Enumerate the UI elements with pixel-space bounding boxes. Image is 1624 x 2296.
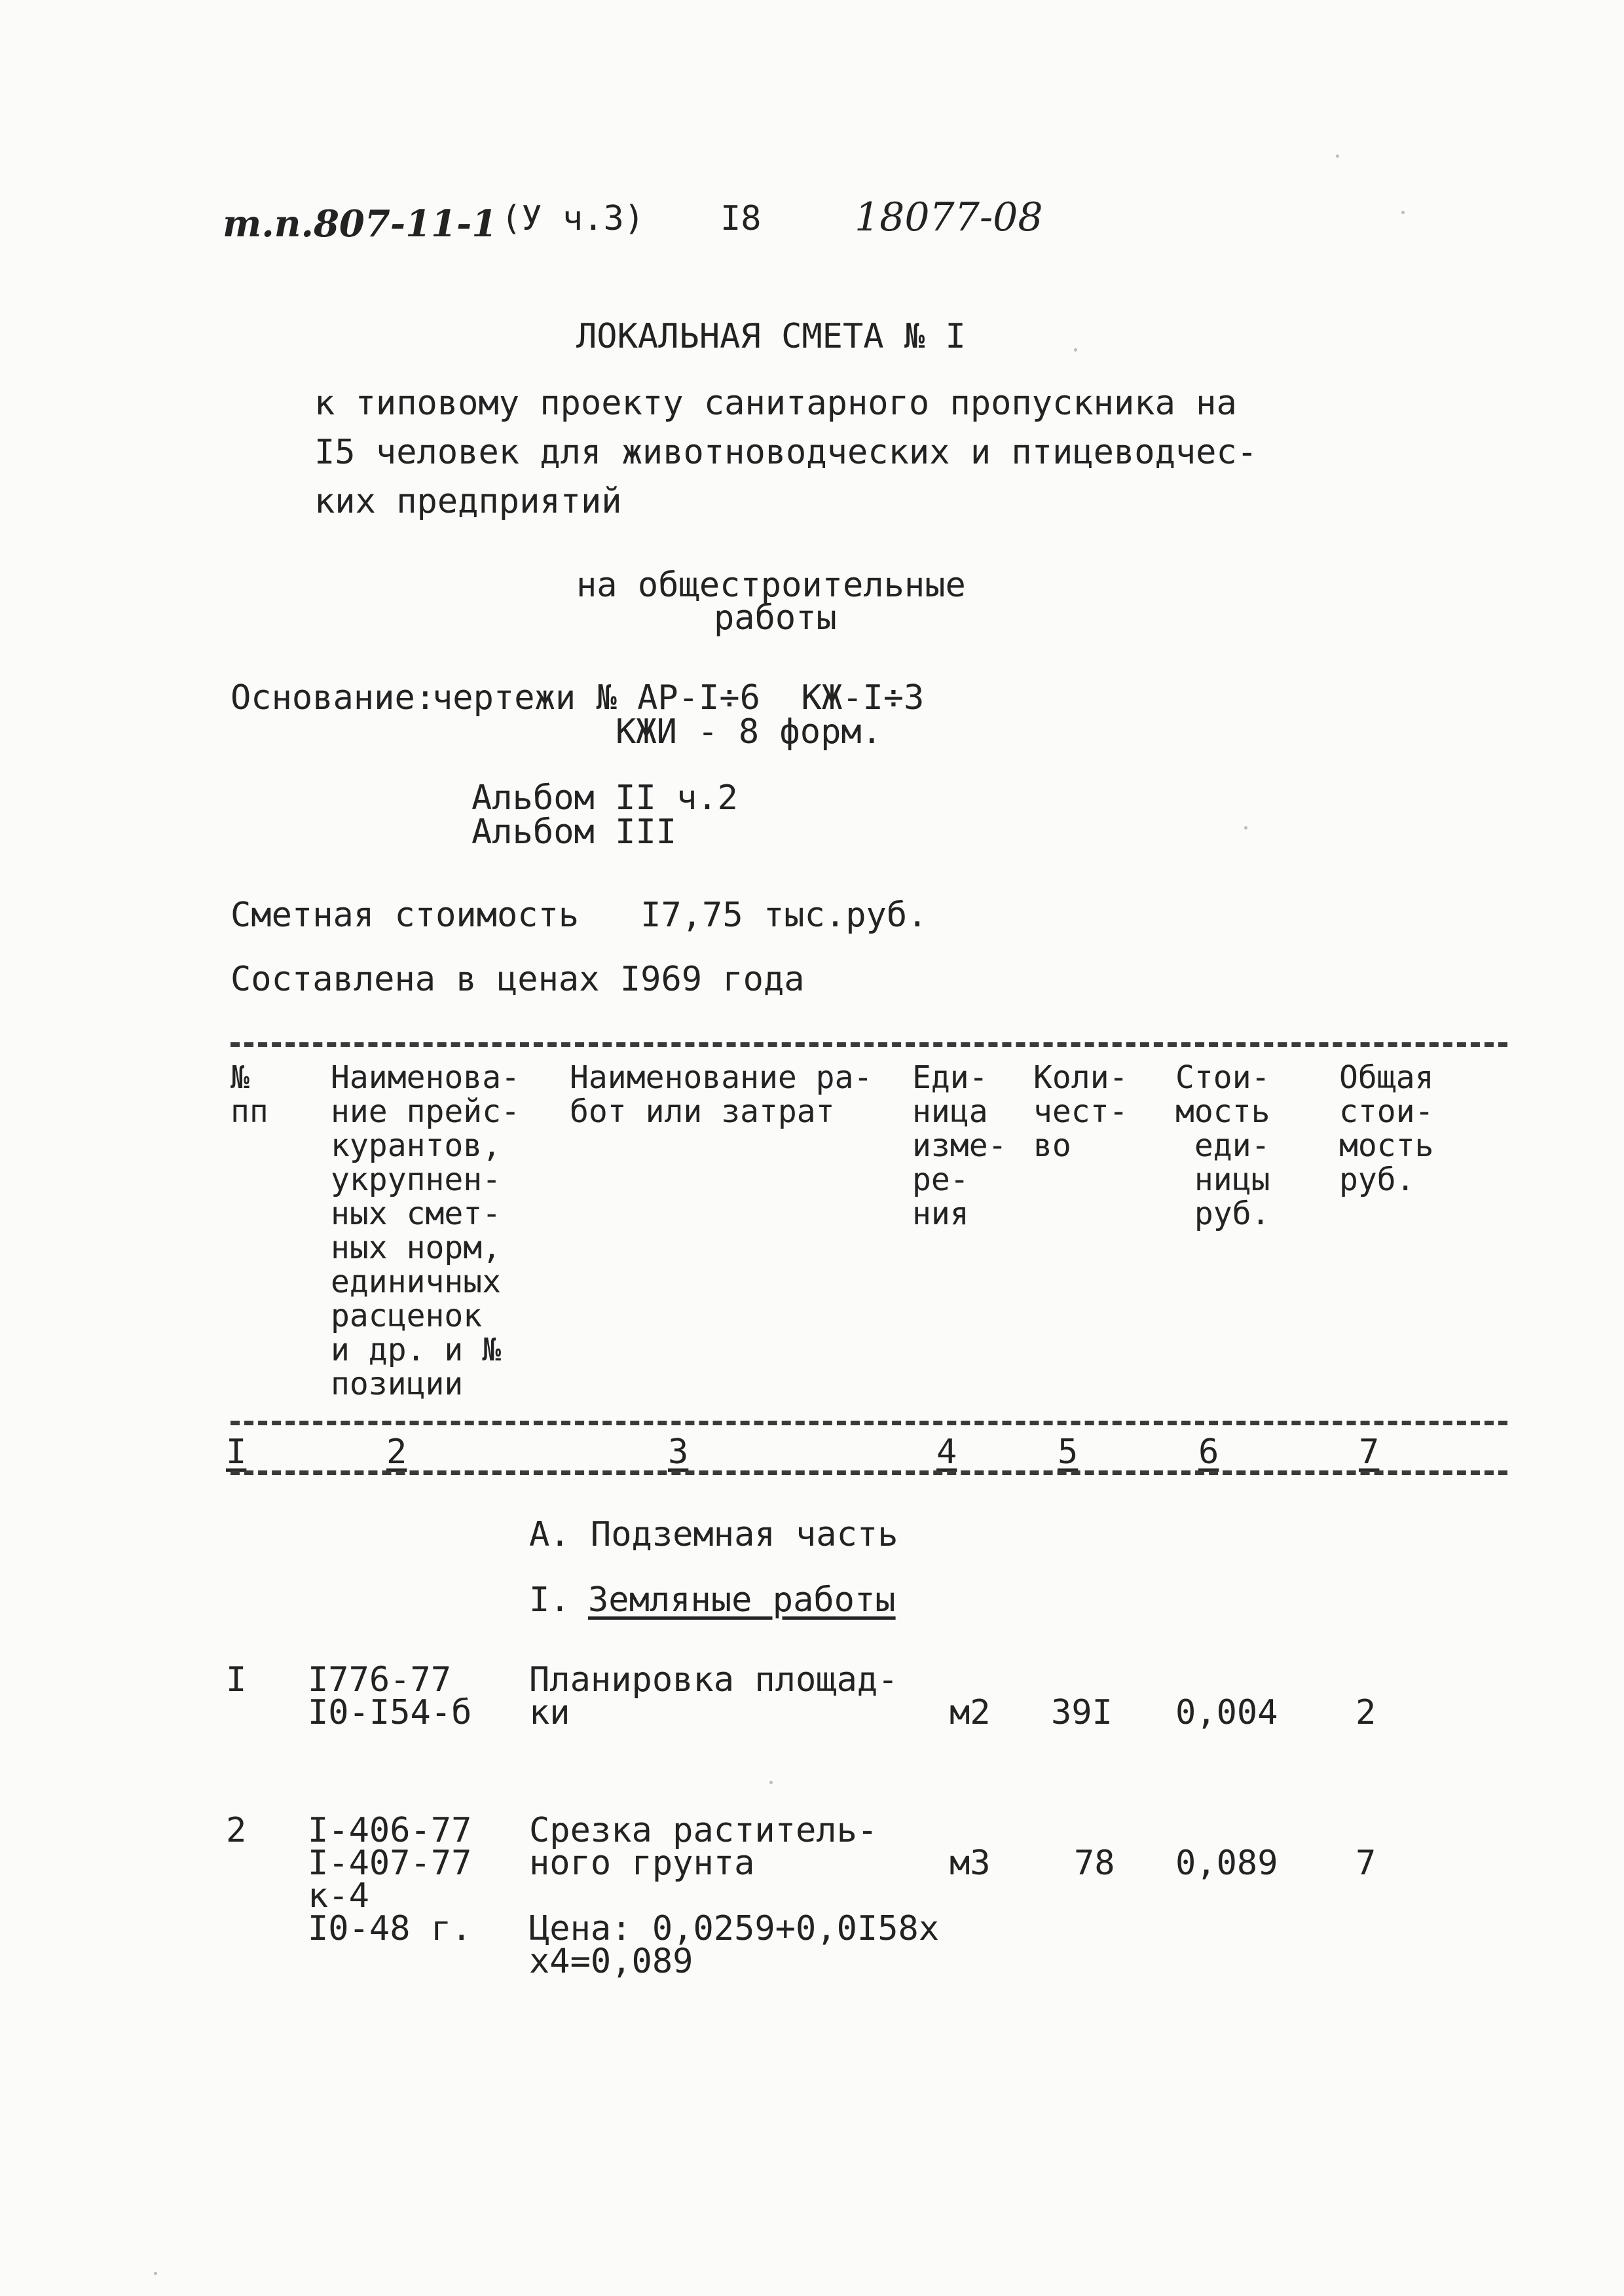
row-unit-cost: 0,004 — [1175, 1693, 1278, 1732]
col-header-line: изме- — [912, 1127, 1007, 1164]
row-code: I0-48 г. — [308, 1909, 472, 1948]
col-header-line: Наименование ра- — [570, 1059, 873, 1096]
header-top-rule — [231, 1042, 1507, 1047]
sheet-number: I8 — [720, 199, 762, 238]
basis-forms: КЖИ - 8 форм. — [616, 712, 882, 752]
row-work: ки — [529, 1693, 570, 1732]
col-number-6: 6 — [1198, 1432, 1219, 1472]
col-header-line: ница — [912, 1093, 988, 1130]
row-unit-cost: 0,089 — [1175, 1844, 1278, 1883]
part-label: (У ч.3) — [501, 199, 645, 238]
price-year: Составлена в ценах I969 года — [231, 960, 805, 999]
col-number-1: I — [226, 1432, 247, 1472]
col-header-work — [570, 1061, 872, 1129]
album-2: Альбом III — [471, 812, 677, 852]
col-header-line: Наименова- — [331, 1059, 520, 1096]
col-header-line: расценок — [331, 1298, 483, 1334]
row-unit: м3 — [950, 1844, 991, 1883]
col-header-line: единичных — [331, 1264, 502, 1300]
col-header-line: и др. и № — [331, 1332, 502, 1368]
scan-speck — [1336, 155, 1339, 158]
subtitle-line-3: ких предприятий — [314, 482, 622, 521]
col-header-unit — [912, 1061, 1007, 1231]
scan-speck — [1244, 826, 1247, 829]
row-code: I776-77 — [308, 1660, 452, 1700]
col-header-line: укрупнен- — [331, 1161, 502, 1198]
col-header-line: мость — [1339, 1127, 1434, 1164]
archive-number: 18077-08 — [855, 194, 1043, 240]
col-number-2: 2 — [386, 1432, 407, 1472]
row-quantity: 39I — [1051, 1693, 1113, 1732]
col-header-line: позиции — [331, 1366, 464, 1402]
subsection-num: I. — [529, 1580, 570, 1620]
col-number-5: 5 — [1058, 1432, 1079, 1472]
col-header-line: мость — [1175, 1093, 1270, 1130]
col-header-line: во — [1033, 1127, 1071, 1164]
scope-line-1: на общестроительные — [576, 566, 966, 605]
col-header-line: ницы — [1175, 1161, 1270, 1198]
col-header-line: бот или затрат — [570, 1093, 835, 1130]
col-header-total — [1339, 1061, 1434, 1197]
col-header-line: курантов, — [331, 1127, 502, 1164]
stamp-code: т.п.807-11-1 — [223, 202, 498, 246]
row-work: Планировка площад- — [529, 1660, 898, 1700]
col-header-line: еди- — [1175, 1127, 1270, 1164]
col-header-line: № — [231, 1059, 249, 1096]
scope-line-2: работы — [714, 598, 837, 638]
row-work: Срезка раститель- — [529, 1811, 878, 1850]
subtitle-line-2: I5 человек для животноводческих и птицеводчес- — [314, 433, 1258, 472]
album-1: Альбом II ч.2 — [471, 778, 738, 818]
col-header-line: руб. — [1175, 1195, 1270, 1232]
basis-drawings: чертежи № АР-I÷6 КЖ-I÷3 — [432, 678, 925, 718]
col-header-line: Общая — [1339, 1059, 1434, 1096]
scan-speck — [1401, 211, 1405, 214]
col-header-line: Коли- — [1033, 1059, 1128, 1096]
col-header-codes — [331, 1061, 520, 1401]
col-header-line: Стои- — [1175, 1059, 1270, 1096]
row-work: ного грунта — [529, 1844, 755, 1883]
row-quantity: 78 — [1074, 1844, 1115, 1883]
col-header-line: стои- — [1339, 1093, 1434, 1130]
col-header-line: чест- — [1033, 1093, 1128, 1130]
col-number-7: 7 — [1359, 1432, 1380, 1472]
col-number-4: 4 — [936, 1432, 957, 1472]
row-unit: м2 — [950, 1693, 991, 1732]
scan-speck — [1074, 348, 1077, 352]
col-header-line: ных норм, — [331, 1230, 502, 1266]
header-bottom-rule — [231, 1421, 1507, 1425]
col-header-line: ных смет- — [331, 1195, 502, 1232]
document-title: ЛОКАЛЬНАЯ СМЕТА № I — [576, 317, 966, 356]
estimated-cost: Сметная стоимость I7,75 тыс.руб. — [231, 896, 928, 935]
col-header-line: ние прейс- — [331, 1093, 520, 1130]
row-total: 7 — [1356, 1844, 1376, 1883]
section-title: А. Подземная часть — [529, 1515, 898, 1554]
row-code: к-4 — [308, 1876, 369, 1916]
row-code: I-407-77 — [308, 1844, 472, 1883]
basis-label: Основание: — [231, 678, 436, 718]
row-total: 2 — [1356, 1693, 1376, 1732]
subtitle-line-1: к типовому проекту санитарного пропускника на — [314, 384, 1237, 423]
col-header-num — [231, 1061, 268, 1129]
row-number: 2 — [226, 1811, 247, 1850]
col-numbers-rule — [231, 1470, 1507, 1475]
col-header-line: ния — [912, 1195, 969, 1232]
row-code: I0-I54-б — [308, 1693, 472, 1732]
row-price-note: х4=0,089 — [529, 1942, 693, 1981]
row-price-note: Цена: 0,0259+0,0I58х — [529, 1909, 940, 1948]
subsection-title: Земляные работы — [588, 1580, 896, 1620]
col-header-line: пп — [231, 1093, 268, 1130]
scan-speck — [769, 1781, 773, 1784]
row-number: I — [226, 1660, 247, 1700]
col-header-line: руб. — [1339, 1161, 1415, 1198]
col-header-line: ре- — [912, 1161, 969, 1198]
col-header-unit-cost — [1175, 1061, 1270, 1231]
col-number-3: 3 — [668, 1432, 689, 1472]
col-header-line: Еди- — [912, 1059, 988, 1096]
row-code: I-406-77 — [308, 1811, 472, 1850]
scan-speck — [154, 2272, 157, 2275]
col-header-qty — [1033, 1061, 1128, 1163]
